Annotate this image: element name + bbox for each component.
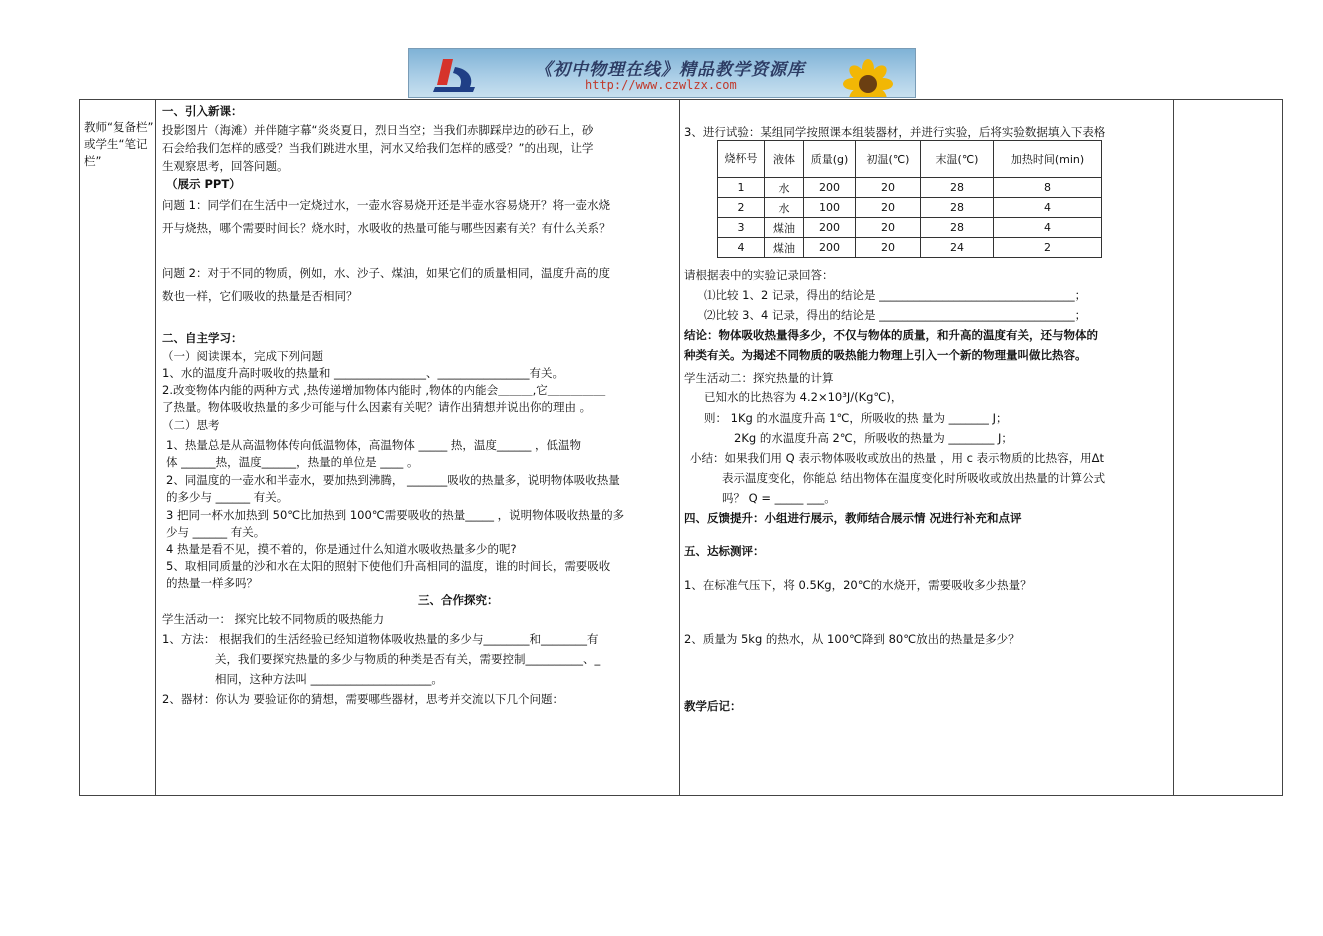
table-cell: 2: [718, 198, 765, 218]
fill-blank-line: 3 把同一杯水加热到 50℃比加热到 100℃需要吸收的热量_____ ，说明物体吸收热量的多: [166, 508, 625, 522]
section-heading: 五、达标测评：: [684, 544, 765, 558]
conclusion-line: 结论：物体吸收热量得多少，不仅与物体的质量，和升高的温度有关，还与物体的: [684, 328, 1098, 342]
table-cell: 水: [765, 178, 804, 198]
subheading: （二）思考: [162, 418, 220, 432]
paragraph-line: 已知水的比热容为 4.2×10³J/(Kg℃)，: [704, 390, 903, 404]
banner-url[interactable]: http://www.czwlzx.com: [585, 78, 737, 92]
fill-blank-line: 相同，这种方法叫 _____________________。: [215, 672, 443, 686]
table-cell: 20: [856, 238, 921, 258]
note-label: 栏”: [84, 154, 102, 168]
question-line: 开与烧热，哪个需要时间长？烧水时，水吸收的热量可能与哪些因素有关？有什么关系？: [162, 221, 611, 235]
table-cell: 28: [921, 218, 994, 238]
table-cell: 20: [856, 198, 921, 218]
table-cell: 水: [765, 198, 804, 218]
fill-blank-line: ⑴比较 1、2 记录，得出的结论是 __________________________________；: [704, 288, 1087, 302]
sunflower-icon: [833, 59, 903, 98]
fill-blank-line: 2Kg 的水温度升高 2℃，所吸收的热量为 ________ J；: [734, 431, 1013, 445]
subheading: （展示 PPT）: [166, 177, 241, 191]
table-cell: 煤油: [765, 218, 804, 238]
fill-blank-line: 关，我们要探究热量的多少与物质的种类是否有关，需要控制__________、_: [215, 652, 601, 666]
note-label: 或学生“笔记: [84, 137, 148, 151]
header-cell: 末温(℃): [921, 141, 994, 178]
question-line: 5、取相同质量的沙和水在太阳的照射下使他们升高相同的温度，谁的时间长，需要吸收: [166, 559, 611, 573]
question-line: 数也一样，它们吸收的热量是否相同？: [162, 289, 358, 303]
column-divider: [679, 100, 680, 795]
fill-blank-line: 少与 ______ 有关。: [166, 525, 266, 539]
table-cell: 100: [804, 198, 856, 218]
table-cell: 4: [718, 238, 765, 258]
section-heading: 一、引入新课：: [162, 104, 243, 118]
formula-line: 吗？ Q = _____ ___。: [722, 491, 836, 505]
exercise-line: 1、在标准气压下，将 0.5Kg，20℃的水烧开，需要吸收多少热量？: [684, 578, 1032, 592]
table-row: [718, 198, 1102, 218]
section-heading: 三、合作探究：: [418, 593, 499, 607]
experiment-table: [717, 140, 1102, 258]
fill-blank-line: 2、同温度的一壶水和半壶水，要加热到沸腾， _______吸收的热量多，说明物体吸收热量: [166, 473, 620, 487]
banner-title: 《初中物理在线》精品教学资源库: [535, 60, 805, 80]
header-cell: 加热时间(min): [994, 141, 1102, 178]
fill-blank-line: 了热量。物体吸收热量的多少可能与什么因素有关呢？请作出猜想并说出你的理由 。: [162, 400, 592, 414]
section-heading: 二、自主学习：: [162, 331, 243, 345]
question-line: 4 热量是看不见，摸不着的，你是通过什么知道水吸收热量多少的呢?: [166, 542, 517, 556]
table-cell: 200: [804, 178, 856, 198]
table-cell: 3: [718, 218, 765, 238]
fill-blank-line: 的多少与 ______ 有关。: [166, 490, 289, 504]
fill-blank-line: 1、水的温度升高时吸收的热量和 ________________、________________有关。: [162, 366, 564, 380]
table-cell: 28: [921, 198, 994, 218]
paragraph-line: 投影图片（海滩）并伴随字幕“炎炎夏日，烈日当空；当我们赤脚踩岸边的砂石上，砂: [162, 123, 594, 137]
question-line: 问题 2：对于不同的物质，例如，水、沙子、煤油，如果它们的质量相同，温度升高的度: [162, 266, 610, 280]
section-heading: 教学后记：: [684, 699, 742, 713]
paragraph-line: 请根据表中的实验记录回答：: [684, 268, 834, 282]
table-cell: 4: [994, 218, 1102, 238]
fill-blank-line: 2.改变物体内能的两种方式 ,热传递增加物体内能时 ,物体的内能会＿＿＿,它＿＿＿＿＿: [162, 383, 606, 397]
paragraph-line: 生观察思考，回答问题。: [162, 159, 289, 173]
table-cell: 8: [994, 178, 1102, 198]
paragraph-line: 石会给我们怎样的感受？当我们跳进水里，河水又给我们怎样的感受？”的出现，让学: [162, 141, 594, 155]
paragraph-line: 3、进行试验：某组同学按照课本组装器材，并进行实验，后将实验数据填入下表格: [684, 125, 1106, 139]
table-header-row: [718, 141, 1102, 178]
table-cell: 1: [718, 178, 765, 198]
fill-blank-line: 1、热量总是从高温物体传向低温物体，高温物体 _____ 热，温度______ ，低温物: [166, 438, 582, 452]
paragraph-line: 2、器材：你认为 要验证你的猜想，需要哪些器材，思考并交流以下几个问题：: [162, 692, 564, 706]
fill-blank-line: 则： 1Kg 的水温度升高 1℃，所吸收的热 量为 _______ J；: [704, 411, 1008, 425]
paragraph-line: 表示温度变化，你能总 结出物体在温度变化时所吸收或放出热量的计算公式: [722, 471, 1106, 485]
logo-icon: [429, 55, 487, 95]
table-cell: 煤油: [765, 238, 804, 258]
header-cell: 烧杯号: [718, 141, 765, 178]
question-line: 的热量一样多吗？: [166, 576, 258, 590]
activity-title: 学生活动一： 探究比较不同物质的吸热能力: [162, 612, 385, 626]
column-divider: [1173, 100, 1174, 795]
table-row: [718, 218, 1102, 238]
table-cell: 20: [856, 218, 921, 238]
fill-blank-line: 体 ______热，温度______，热量的单位是 ____ 。: [166, 455, 419, 469]
conclusion-line: 种类有关。为揭述不同物质的吸热能力物理上引入一个新的物理量叫做比热容。: [684, 348, 1087, 362]
header-cell: 液体: [765, 141, 804, 178]
table-cell: 200: [804, 218, 856, 238]
table-cell: 24: [921, 238, 994, 258]
table-row: [718, 178, 1102, 198]
note-label: 教师“复备栏”: [84, 120, 154, 134]
table-row: [718, 238, 1102, 258]
header-banner: [408, 48, 916, 98]
table-cell: 2: [994, 238, 1102, 258]
table-cell: 200: [804, 238, 856, 258]
section-heading: 四、反馈提升：小组进行展示，教师结合展示情 况进行补充和点评: [684, 511, 1022, 525]
subheading: （一）阅读课本，完成下列问题: [162, 349, 323, 363]
table-cell: 4: [994, 198, 1102, 218]
table-cell: 20: [856, 178, 921, 198]
activity-title: 学生活动二：探究热量的计算: [684, 371, 834, 385]
table-cell: 28: [921, 178, 994, 198]
fill-blank-line: 1、方法： 根据我们的生活经验已经知道物体吸收热量的多少与________和________有: [162, 632, 599, 646]
fill-blank-line: ⑵比较 3、4 记录，得出的结论是 __________________________________；: [704, 308, 1087, 322]
header-cell: 初温(℃): [856, 141, 921, 178]
exercise-line: 2、质量为 5kg 的热水，从 100℃降到 80℃放出的热量是多少？: [684, 632, 1020, 646]
column-divider: [155, 100, 156, 795]
question-line: 问题 1：同学们在生活中一定烧过水，一壶水容易烧开还是半壶水容易烧开？将一壶水烧: [162, 198, 610, 212]
paragraph-line: 小结：如果我们用 Q 表示物体吸收或放出的热量 ，用 c 表示物质的比热容，用Δt: [690, 451, 1105, 465]
header-cell: 质量(g): [804, 141, 856, 178]
